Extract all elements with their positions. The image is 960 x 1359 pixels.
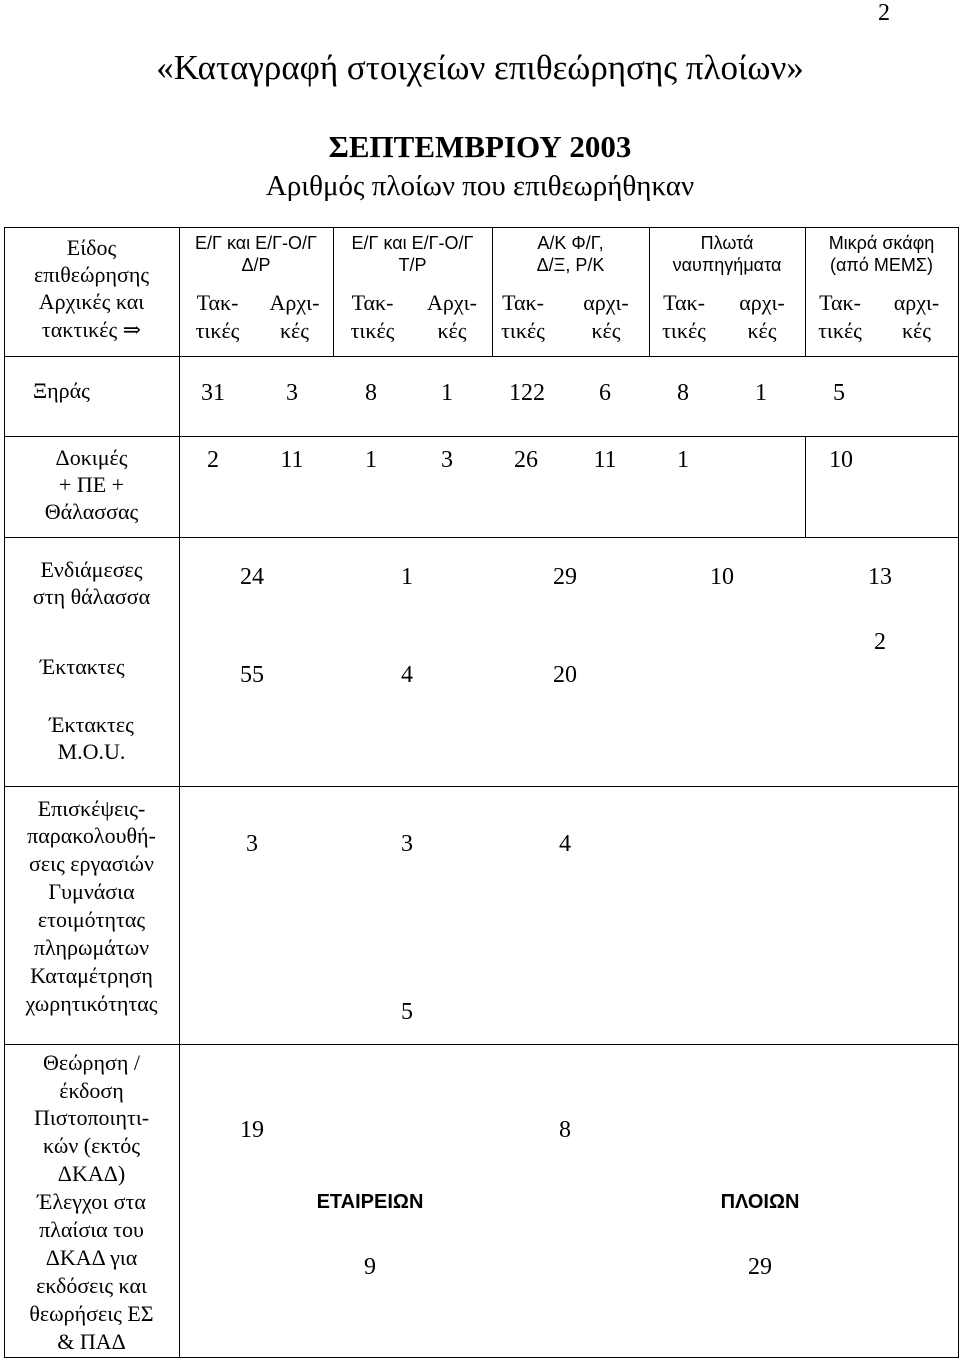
row-visits-extra-value: 5 [401,999,413,1025]
group-1-title: Ε/Γ και Ε/Γ-Ο/Γ [195,233,317,253]
row-land-value: 1 [755,380,767,406]
group-5-title: Μικρά σκάφη [828,233,935,253]
row-endorsement-label-10: θεωρήσεις ΕΣ [29,1301,154,1326]
row-extraordinary-value: 4 [401,662,413,688]
group-3-initial-2: κές [591,318,621,343]
row-trials-value: 3 [441,447,453,473]
row-intermediate-value: 29 [553,564,577,590]
header-type-label-2: επιθεώρησης [33,262,150,287]
group-4-initial-2: κές [747,318,777,343]
row-extraordinary-value: 55 [240,662,264,688]
group-1-regular-1: Τακ- [196,290,239,315]
group-4-regular-2: τικές [662,318,706,343]
row-endorsement-label-1: Θεώρηση / [42,1050,141,1075]
row-visits-value: 3 [401,831,413,857]
group-3-subtitle: Δ/Ξ, Ρ/Κ [536,255,605,275]
row-land-value: 122 [509,380,545,406]
row-visits-value: 4 [559,831,571,857]
ships-value: 29 [748,1254,772,1280]
row-land-value: 6 [599,380,611,406]
group-3-title: Α/Κ Φ/Γ, [537,233,604,253]
row-endorsement-label-6: Έλεγχοι στα [37,1189,146,1214]
row-land-value: 5 [833,380,845,406]
group-1-regular-2: τικές [195,318,240,343]
group-2-regular-1: Τακ- [351,290,394,315]
group-1-initial-2: κές [279,318,310,343]
group-5-regular-2: τικές [818,318,862,343]
row-intermediate-value: 13 [868,564,892,590]
row-visits-label-3: σεις εργασιών [29,851,154,876]
row-endorsement-label-2: έκδοση [59,1078,124,1103]
group-2-initial-1: Αρχι- [427,290,477,315]
row-visits-label-7: Καταμέτρηση [30,963,153,988]
row-endorsement-value: 19 [240,1117,264,1143]
row-land-label: Ξηράς [33,378,90,403]
row-intermediate-value: 24 [240,564,264,590]
group-4-title: Πλωτά [700,233,754,253]
row-visits-label-2: παρακολουθή- [27,823,156,848]
group-2-subtitle: Τ/Ρ [398,255,427,275]
row-visits-label-8: χωρητικότητας [25,991,158,1016]
row-visits-label-5: ετοιμότητας [37,907,146,932]
row-intermediate-value: 10 [710,564,734,590]
row-land-value: 3 [286,380,298,406]
row-endorsement-value: 8 [559,1117,571,1143]
row-visits-label-1: Επισκέψεις- [37,796,146,821]
group-5-initial-1: αρχι- [893,290,940,315]
row-trials-label-1: Δοκιμές [55,445,128,470]
row-trials-value: 11 [280,447,304,473]
row-endorsement-label-9: εκδόσεις και [36,1273,147,1298]
row-trials-label-3: Θάλασσας [44,499,139,524]
row-extraordinary-mou-label-2: M.O.U. [57,739,126,764]
row-endorsement-label-11: & ΠΑΔ [57,1329,126,1354]
row-extraordinary-mou-label-1: Έκτακτες [49,712,134,737]
row-trials-label-2: + ΠΕ + [58,472,125,497]
row-trials-value: 26 [514,447,538,473]
group-4-regular-1: Τακ- [663,290,705,315]
row-trials-value: 2 [207,447,219,473]
row-trials-value: 11 [593,447,617,473]
row-visits-label-6: πληρωμάτων [33,935,150,960]
row-endorsement-label-8: ΔΚΑΔ για [45,1245,138,1270]
group-5-subtitle: (από ΜΕΜΣ) [830,255,933,275]
row-endorsement-label-3: Πιστοποιητι- [33,1105,150,1130]
row-land-value: 8 [677,380,689,406]
row-visits-value: 3 [246,831,258,857]
row-land-value: 1 [441,380,453,406]
row-endorsement-label-5: ΔΚΑΔ) [57,1161,126,1186]
header-type-label-4: τακτικές ⇒ [41,317,142,342]
row-land-value: 31 [201,380,225,406]
group-1-initial-1: Αρχι- [269,290,320,315]
ships-label: ΠΛΟΙΩΝ [720,1191,800,1213]
companies-label: ΕΤΑΙΡΕΙΩΝ [316,1191,424,1213]
report-description: Αριθμός πλοίων που επιθεωρήθηκαν [265,170,695,202]
row-extraordinary-value: 20 [553,662,577,688]
group-3-regular-1: Τακ- [502,290,544,315]
row-land-value: 8 [365,380,377,406]
row-extraordinary-label: Έκτακτες [40,654,125,679]
group-1-subtitle: Δ/Ρ [241,255,271,275]
row-trials-value: 1 [365,447,377,473]
row-endorsement-label-7: πλαίσια του [39,1217,144,1242]
header-type-label-1: Είδος [66,235,117,260]
header-type-label-3: Αρχικές και [38,289,145,314]
row-intermediate-label-2: στη θάλασσα [32,584,151,609]
row-intermediate-value: 1 [401,564,413,590]
group-4-initial-1: αρχι- [739,290,785,315]
group-3-initial-1: αρχι- [583,290,629,315]
row-visits-label-4: Γυμνάσια [48,879,135,904]
report-month: ΣΕΠΤΕΜΒΡΙΟΥ 2003 [328,129,632,164]
group-4-subtitle: ναυπηγήματα [672,255,782,275]
group-5-regular-1: Τακ- [819,290,861,315]
group-2-initial-2: κές [437,318,467,343]
page-number: 2 [878,0,890,26]
row-extraordinary-side-value: 2 [874,629,886,655]
row-trials-value: 1 [677,447,689,473]
group-3-regular-2: τικές [501,318,545,343]
group-2-title: Ε/Γ και Ε/Γ-Ο/Γ [351,233,474,253]
row-intermediate-label-1: Ενδιάμεσες [40,557,143,582]
row-trials-value: 10 [829,447,853,473]
companies-value: 9 [364,1254,376,1280]
row-endorsement-label-4: κών (εκτός [42,1133,141,1158]
group-5-initial-2: κές [901,318,932,343]
page-title: «Καταγραφή στοιχείων επιθεώρησης πλοίων» [156,48,804,87]
group-2-regular-2: τικές [350,318,395,343]
